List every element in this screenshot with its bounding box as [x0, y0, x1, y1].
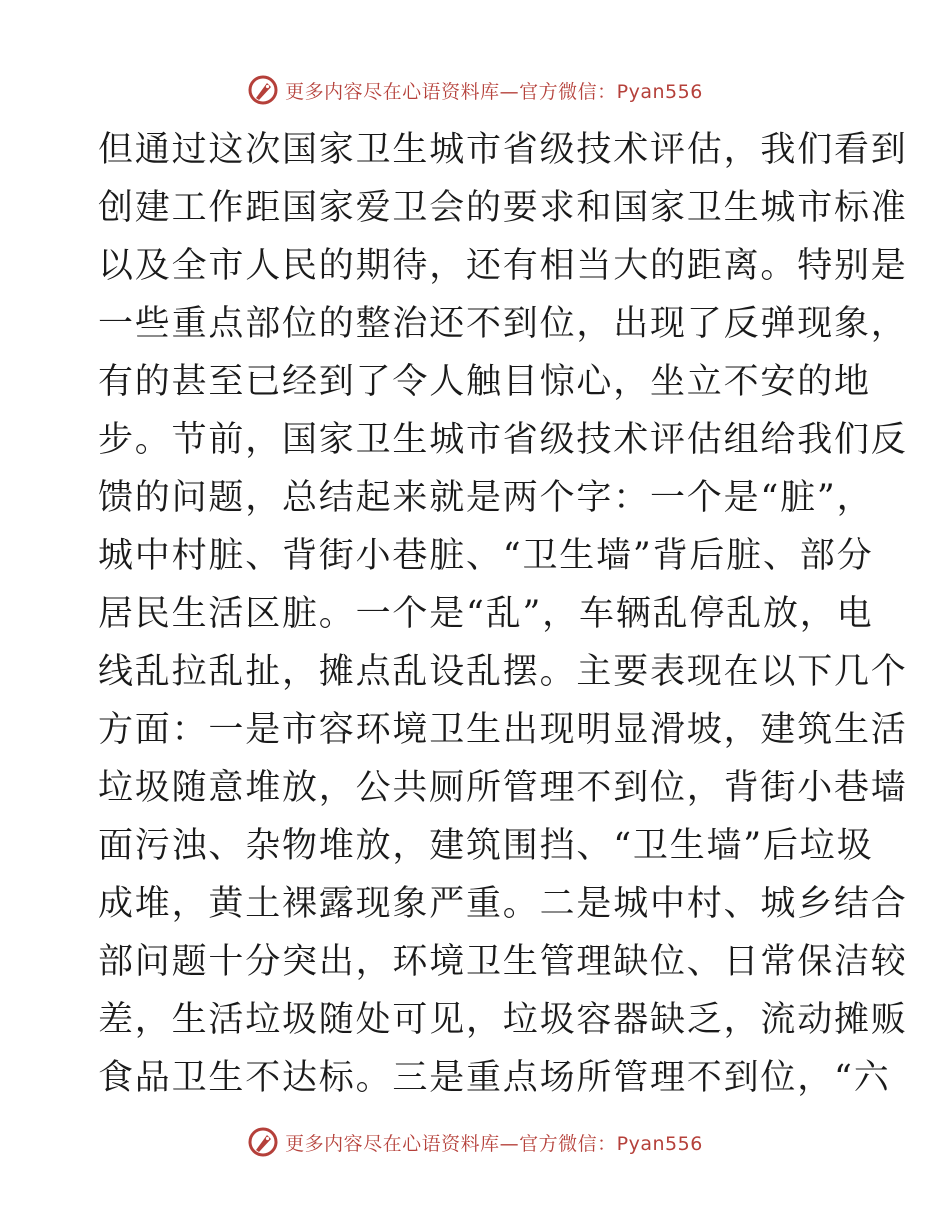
watermark-text: 更多内容尽在心语资料库—官方微信：Pyan556 [285, 80, 703, 103]
text-line: 垃圾随意堆放，公共厕所管理不到位，背街小巷墙 [98, 768, 908, 808]
text-line: 线乱拉乱扯，摊点乱设乱摆。主要表现在以下几个 [98, 652, 908, 692]
text-line: 步。节前，国家卫生城市省级技术评估组给我们反 [98, 420, 908, 460]
watermark-text: 更多内容尽在心语资料库—官方微信：Pyan556 [285, 1132, 703, 1155]
text-line: 面污浊、杂物堆放，建筑围挡、“卫生墙”后垃圾 [98, 826, 874, 866]
text-line: 成堆，黄土裸露现象严重。二是城中村、城乡结合 [98, 884, 908, 924]
text-line: 但通过这次国家卫生城市省级技术评估，我们看到 [98, 130, 908, 170]
text-line: 有的甚至已经到了令人触目惊心，坐立不安的地 [98, 362, 871, 402]
text-line: 一些重点部位的整治还不到位，出现了反弹现象， [98, 304, 908, 344]
text-line: 食品卫生不达标。三是重点场所管理不到位，“六 [98, 1058, 891, 1098]
text-line: 方面：一是市容环境卫生出现明显滑坡，建筑生活 [98, 710, 908, 750]
text-line: 创建工作距国家爱卫会的要求和国家卫生城市标准 [98, 188, 908, 228]
pen-nib-circle-icon [247, 1126, 279, 1158]
text-line: 部问题十分突出，环境卫生管理缺位、日常保洁较 [98, 942, 908, 982]
pen-nib-circle-icon [247, 74, 279, 106]
text-line: 城中村脏、背街小巷脏、“卫生墙”背后脏、部分 [98, 536, 874, 576]
footer-watermark [0, 1122, 950, 1162]
text-line: 居民生活区脏。一个是“乱”，车辆乱停乱放，电 [98, 594, 874, 634]
text-line: 以及全市人民的期待，还有相当大的距离。特别是 [98, 246, 908, 286]
text-line: 馈的问题，总结起来就是两个字：一个是“脏”， [98, 478, 874, 518]
header-watermark [0, 70, 950, 110]
document-body [98, 121, 908, 1107]
text-line: 差，生活垃圾随处可见，垃圾容器缺乏，流动摊贩 [98, 1000, 908, 1040]
